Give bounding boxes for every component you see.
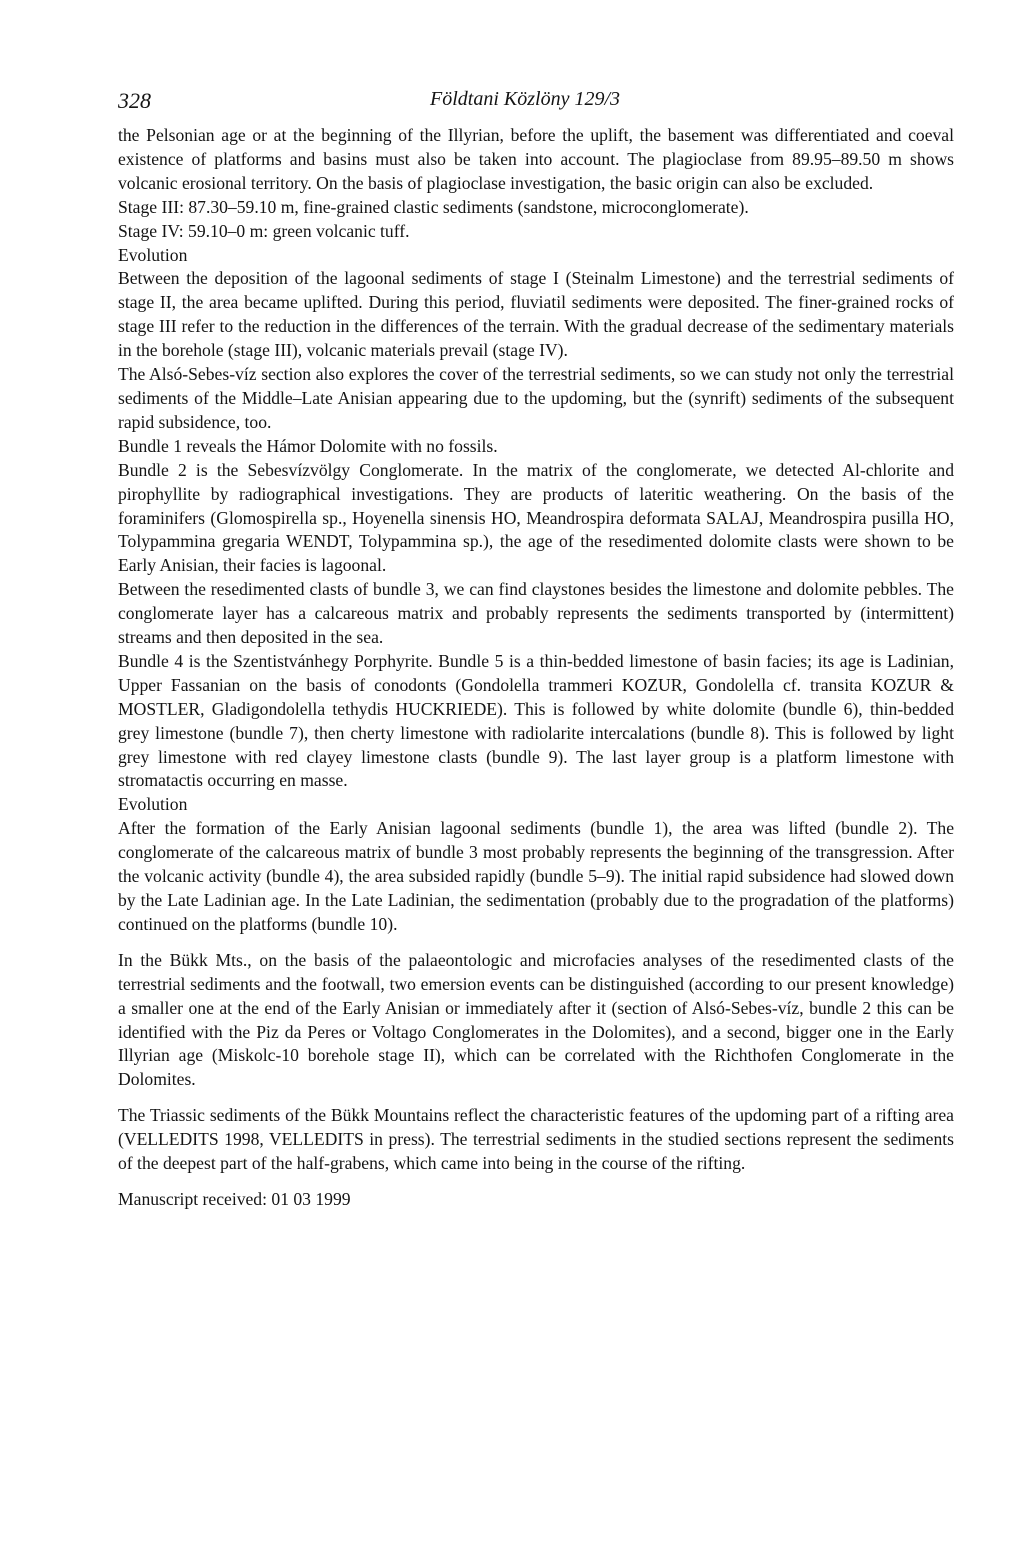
stage-iii-line: Stage III: 87.30–59.10 m, fine-grained clastic sediments (sandstone, microconglomerate).: [118, 196, 749, 217]
paragraph-bundle-1: Bundle 1 reveals the Hámor Dolomite with no fossils.: [118, 435, 498, 456]
running-head: [118, 88, 954, 122]
evolution-heading-2: Evolution: [118, 794, 188, 815]
paragraph-evolution-borehole: Between the deposition of the lagoonal sediments of stage I (Steinalm Limestone) and the terrestrial sediments of stage II, the area became uplifted. During this period, fluviatil sediments were deposited. The finer-grained rocks of stage III refer to the reduction in the differences of the terrain. With the gradual decrease of the sedimentary materials in the borehole (stage III), volcanic materials prevail (stage IV).: [118, 268, 954, 361]
stage-iv-line: Stage IV: 59.10–0 m: green volcanic tuff.: [118, 220, 410, 241]
paragraph-triassic-rifting: The Triassic sediments of the Bükk Mountains reflect the characteristic features of the updoming part of a rifting area (VELLEDITS 1998, VELLEDITS in press). The terrestrial sediments in the studied sections represent the sediments of the deepest part of the half-grabens, which came into being in the course of the rifting.: [118, 1105, 954, 1174]
journal-title: Földtani Közlöny 129/3: [430, 88, 620, 110]
page: [118, 88, 954, 1212]
page-number: 328: [118, 88, 151, 113]
evolution-heading: Evolution: [118, 244, 188, 265]
paragraph-bundle-2: Bundle 2 is the Sebesvízvölgy Conglomerate. In the matrix of the conglomerate, we detected Al-chlorite and pirophyllite by radiographical investigations. They are products of lateritic weathering. On the basis of the foraminifers (Glomospirella sp., Hoyenella sinensis HO, Meandrospira deformata SALAJ, Meandrospira pusilla HO, Tolypammina gregaria WENDT, Tolypammina sp.), the age of the resedimented dolomite clasts were shown to be Early Anisian, their facies is lagoonal.: [118, 459, 954, 576]
article-body: [118, 124, 954, 1212]
paragraph-bundle-3: Between the resedimented clasts of bundle 3, we can find claystones besides the limestone and dolomite pebbles. The conglomerate layer has a calcareous matrix and probably represents the sediments transported by (intermittent) streams and then deposited in the sea.: [118, 579, 954, 648]
paragraph-continuation: the Pelsonian age or at the beginning of the Illyrian, before the uplift, the basement was differentiated and coeval existence of platforms and basins must also be taken into account. The plagioclase from 89.95–89.50 m shows volcanic erosional territory. On the basis of plagioclase investigation, the basic origin can also be excluded.: [118, 125, 954, 193]
paragraph-bukk-summary: In the Bükk Mts., on the basis of the palaeontologic and microfacies analyses of the resedimented clasts of the terrestrial sediments and the footwall, two emersion events can be distinguished (according to our present knowledge) a smaller one at the end of the Early Anisian or immediately after it (section of Alsó-Sebes-víz, bundle 2 this can be identified with the Piz da Peres or Voltago Conglomerates in the Dolomites), and a second, bigger one in the Early Illyrian age (Miskolc-10 borehole stage II), which can be correlated with the Richthofen Conglomerate in the Dolomites.: [118, 949, 954, 1090]
paragraph-also-sebes-viz: The Alsó-Sebes-víz section also explores the cover of the terrestrial sediments, so we can study not only the terrestrial sediments of the Middle–Late Anisian appearing due to the updoming, but the (synrift) sediments of the subsequent rapid subsidence, too.: [118, 364, 954, 432]
paragraph-bundle-4-9: Bundle 4 is the Szentistvánhegy Porphyrite. Bundle 5 is a thin-bedded limestone of basin facies; its age is Ladinian, Upper Fassanian on the basis of conodonts (Gondolella trammeri KOZUR, Gondolella cf. transita KOZUR & MOSTLER, Gladigondolella tethydis HUCKRIEDE). This is followed by white dolomite (bundle 6), thin-bedded grey limestone (bundle 7), then cherty limestone with radiolarite intercalations (bundle 8). This is followed by light grey limestone with red clayey limestone clasts (bundle 9). The last layer group is a platform limestone with stromatactis occurring en masse.: [118, 650, 954, 791]
paragraph-evolution-section: After the formation of the Early Anisian lagoonal sediments (bundle 1), the area was lifted (bundle 2). The conglomerate of the calcareous matrix of bundle 3 most probably represents the beginning of the transgression. After the volcanic activity (bundle 4), the area subsided rapidly (bundle 5–9). The initial rapid subsidence had slowed down by the Late Ladinian age. In the Late Ladinian, the sedimentation (probably due to the progradation of the platforms) continued on the platforms (bundle 10).: [118, 818, 954, 934]
manuscript-received: Manuscript received: 01 03 1999: [118, 1188, 351, 1209]
